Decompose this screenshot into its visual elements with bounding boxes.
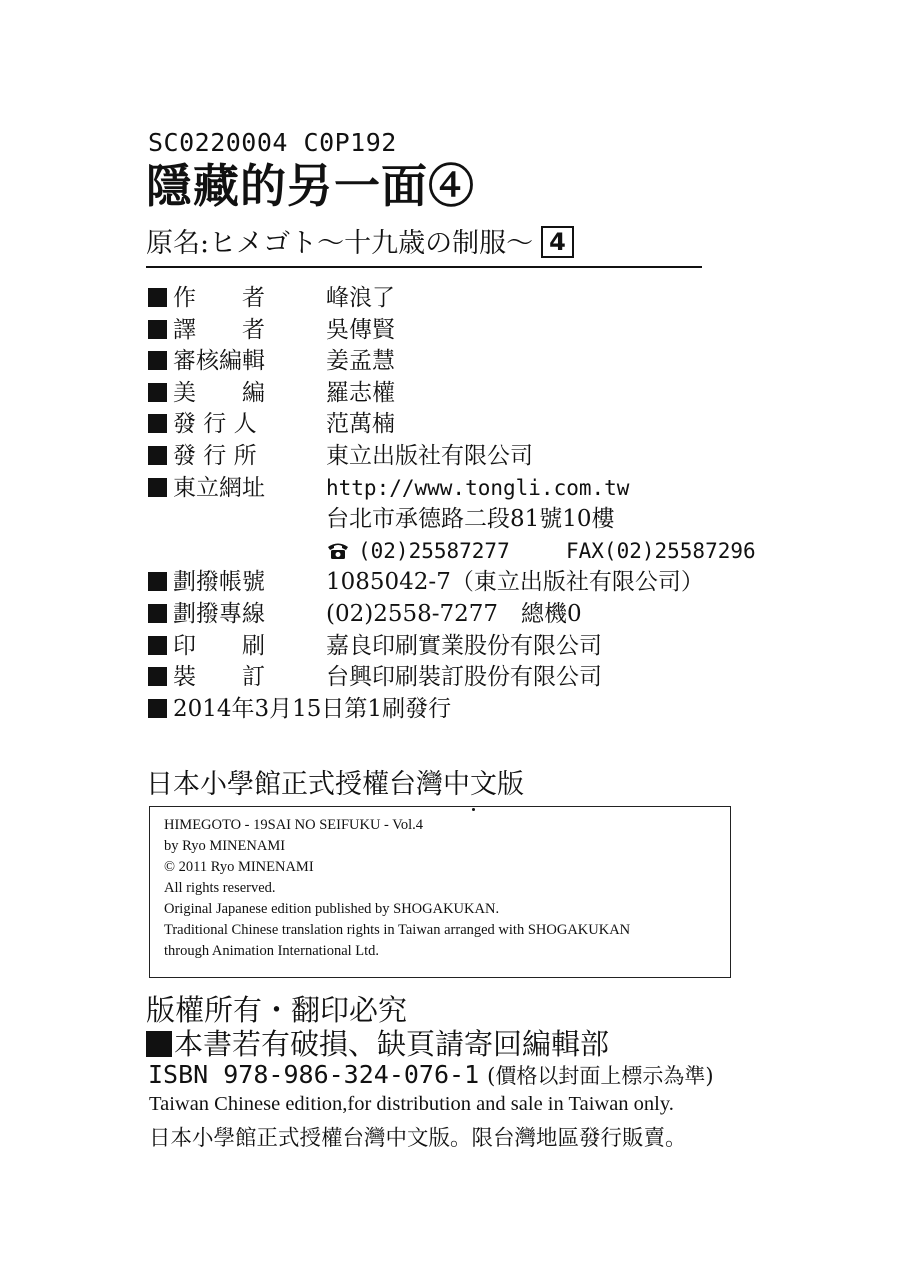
credit-row-printer (148, 631, 788, 663)
credits-list (148, 283, 788, 725)
damaged-notice (146, 1022, 609, 1063)
copyright-line: Traditional Chinese translation rights in Taiwan arranged with SHOGAKUKAN (164, 922, 631, 938)
credit-row-website (148, 473, 788, 505)
phone-line (326, 536, 756, 568)
ink-dot (472, 808, 475, 811)
credit-label: 美 編 (173, 379, 265, 406)
distribution-note-zh: 日本小學館正式授權台灣中文版。限台灣地區發行販賣。 (149, 1126, 687, 1151)
copyright-line: Original Japanese edition published by SHOGAKUKAN. (164, 901, 500, 917)
bullet-square-icon (148, 478, 167, 497)
telephone-icon (326, 540, 350, 560)
copyright-line: All rights reserved. (164, 880, 276, 896)
credit-value: (02)2558-7277 總機0 (326, 600, 582, 627)
isbn-number: ISBN 978-986-324-076-1 (148, 1060, 480, 1089)
price-note: (價格以封面上標示為準) (487, 1064, 714, 1088)
credit-value: 嘉良印刷實業股份有限公司 (326, 632, 602, 659)
credit-row-giro-hotline (148, 599, 788, 631)
original-title-text: 原名:ヒメゴト〜十九歳の制服〜 (146, 228, 534, 259)
credit-row-publishing-house (148, 441, 788, 473)
address-row (148, 504, 788, 536)
bullet-square-icon (148, 604, 167, 623)
credit-label: 劃撥帳號 (173, 569, 265, 596)
bullet-square-icon (148, 699, 167, 718)
license-statement: 日本小學館正式授權台灣中文版 (146, 769, 524, 800)
bullet-square-icon (148, 351, 167, 370)
credit-label: 東立網址 (173, 474, 265, 501)
credit-row-giro-account (148, 567, 788, 599)
credit-value: 范萬楠 (326, 411, 395, 438)
credit-value: 姜孟慧 (326, 348, 395, 375)
credit-value: 1085042-7（東立出版社有限公司） (326, 569, 704, 596)
print-date: 2014年3月15日第1刷發行 (173, 695, 452, 722)
credit-label: 發 行 人 (173, 411, 257, 438)
copyright-box (149, 806, 731, 978)
copyright-line: by Ryo MINENAMI (164, 838, 286, 854)
phone-number: (02)25587277 (358, 538, 510, 563)
isbn-line (148, 1060, 714, 1090)
credit-value: 羅志權 (326, 379, 395, 406)
website-link[interactable]: http://www.tongli.com.tw (326, 475, 630, 500)
print-date-row (148, 694, 788, 726)
address-text: 台北市承德路二段81號10樓 (326, 506, 615, 533)
credit-label: 譯 者 (173, 316, 265, 343)
bullet-square-icon (148, 383, 167, 402)
credit-row-translator (148, 315, 788, 347)
bullet-square-icon (148, 667, 167, 686)
credit-value: 台興印刷裝訂股份有限公司 (326, 664, 602, 691)
credit-label: 審核編輯 (173, 348, 265, 375)
credit-label: 劃撥專線 (173, 600, 265, 627)
product-code: SC0220004 C0P192 (148, 128, 397, 157)
credit-row-author (148, 283, 788, 315)
bullet-square-icon (148, 636, 167, 655)
copyright-line: through Animation International Ltd. (164, 943, 380, 959)
credit-label: 印 刷 (173, 632, 265, 659)
credit-row-editor (148, 346, 788, 378)
book-title: 隱藏的另一面④ (146, 159, 475, 213)
bullet-square-icon (148, 572, 167, 591)
bullet-square-icon (148, 320, 167, 339)
credit-value: 東立出版社有限公司 (326, 442, 533, 469)
credit-label: 發 行 所 (173, 442, 257, 469)
rights-reserved: 版權所有・翻印必究 (146, 993, 408, 1027)
original-title (146, 226, 702, 268)
fax-number: FAX(02)25587296 (566, 538, 756, 563)
phone-row (148, 536, 788, 568)
credit-label: 作 者 (173, 285, 265, 311)
copyright-line: © 2011 Ryo MINENAMI (164, 859, 314, 875)
bullet-square-icon (148, 446, 167, 465)
credit-row-art-editor (148, 378, 788, 410)
volume-badge: 4 (541, 226, 574, 258)
distribution-note-en: Taiwan Chinese edition,for distribution and sale in Taiwan only. (149, 1093, 674, 1115)
bullet-square-icon (146, 1031, 172, 1057)
credit-label: 裝 訂 (173, 664, 265, 691)
credit-value: 峰浪了 (326, 285, 395, 311)
copyright-line: HIMEGOTO - 19SAI NO SEIFUKU - Vol.4 (164, 817, 423, 833)
bullet-square-icon (148, 414, 167, 433)
credit-value: 吳傳賢 (326, 316, 395, 343)
bullet-square-icon (148, 288, 167, 307)
credit-row-publisher (148, 409, 788, 441)
credit-row-binder (148, 662, 788, 694)
damaged-notice-text: 本書若有破損、缺頁請寄回編輯部 (174, 1027, 610, 1061)
